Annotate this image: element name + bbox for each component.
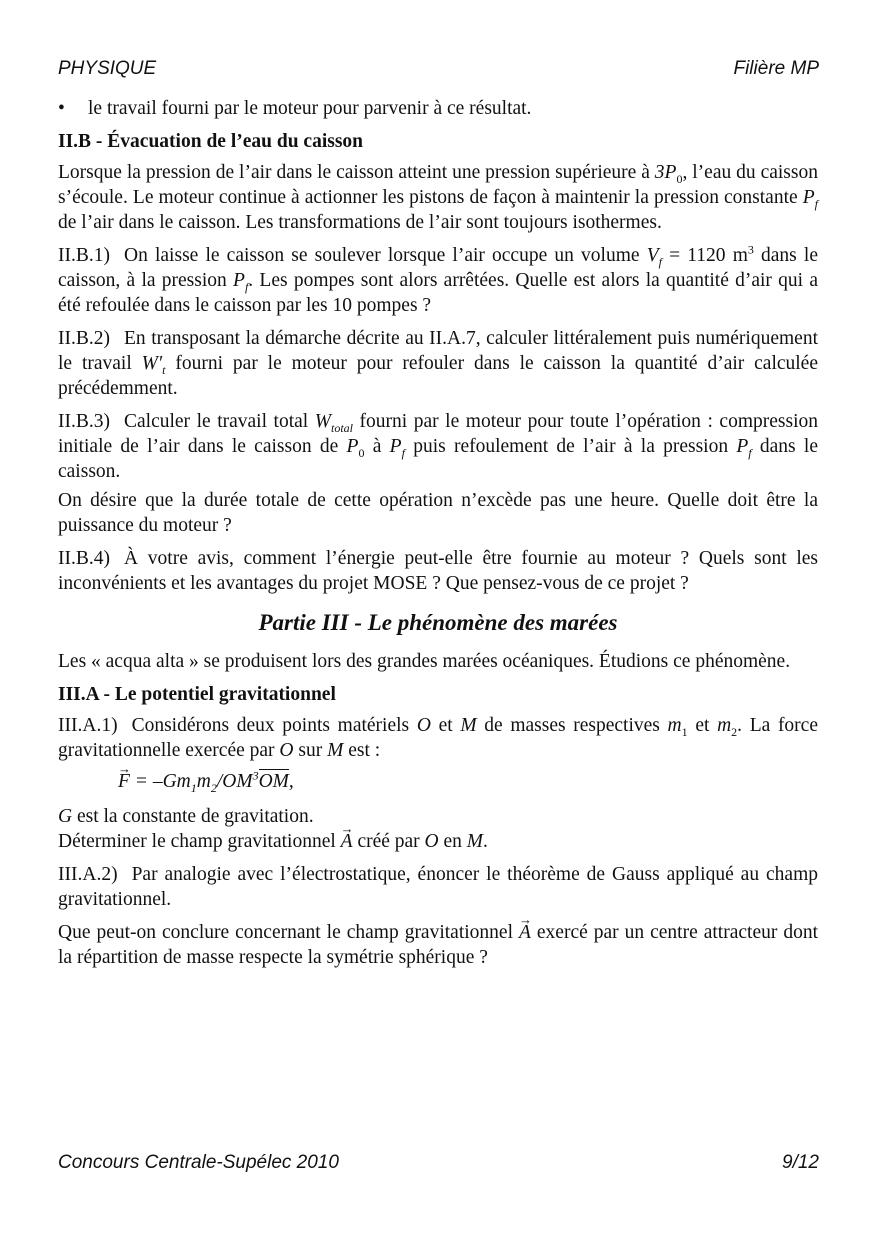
question-IIB4: II.B.4) À votre avis, comment l’énergie peut-elle être fournie au moteur ? Quels sont les inconvénients et les avantages du projet MOSE ? Que pensez-vous de ce projet ?	[58, 548, 818, 594]
part-III-intro: Les « acqua alta » se produisent lors des grandes marées océaniques. Étudions ce phénomène.	[58, 651, 791, 672]
question-IIIA1-continued: G est la constante de gravitation. Déterminer le champ gravitationnel → A créé par O en M.	[58, 804, 818, 854]
IIB-intro: Lorsque la pression de l’air dans le caisson atteint une pression supérieure à $3P_0$, l’eau du caisson s’écoule. Le moteur continue à actionner les pistons de façon à maintenir la pression constante $P_f$ de l’air dans le caisson. Les transformations de l’air sont toujours isothermes.	[58, 162, 818, 233]
part-III-title: Partie III - Le phénomène des marées	[258, 610, 618, 635]
question-IIB3-continued: On désire que la durée totale de cette opération n’excède pas une heure. Quelle doit être la puissance du moteur ?	[58, 490, 818, 536]
header-track: Filière MP	[733, 58, 819, 79]
question-IIIA2-continued: Que peut-on conclure concernant le champ gravitationnel → A exercé par un centre attracteur dont la répartition de masse respecte la symétrie sphérique ?	[58, 920, 818, 970]
bullet-item: • le travail fourni par le moteur pour parvenir à ce résultat.	[58, 98, 532, 119]
question-IIB2: II.B.2) En transposant la démarche décrite au II.A.7, calculer littéralement puis numériquement le travail $W'_t$ fourni par le moteur pour refouler dans le caisson la quantité d’air calculée précédemment.	[58, 328, 818, 399]
question-IIIA1: III.A.1) Considérons deux points matériels O et M de masses respectives $m_1$ et $m_2$. La force gravitationnelle exercée par O sur M est :	[58, 715, 818, 761]
page-body	[58, 96, 818, 978]
section-IIIA-title: III.A - Le potentiel gravitationnel	[58, 684, 336, 705]
question-IIIA2: III.A.2) Par analogie avec l’électrostatique, énoncer le théorème de Gauss appliqué au champ gravitationnel.	[58, 864, 818, 910]
question-IIB3: II.B.3) Calculer le travail total $W_{total}$ fourni par le moteur pour toute l’opération : compression initiale de l’air dans le caisson de $P_0$ à $P_f$ puis refoulement de l’air à la pression $P_f$ dans le caisson.	[58, 411, 818, 482]
section-IIB-title: II.B - Évacuation de l’eau du caisson	[58, 131, 364, 152]
header-subject: PHYSIQUE	[58, 58, 157, 79]
question-IIB1: II.B.1) On laisse le caisson se soulever lorsque l’air occupe un volume $V_f = 1120$ $m^3$ dans le caisson, à la pression $P_f$. Les pompes sont alors arrêtées. Quelle est alors la quantité d’air qui a été refoulée dans le caisson par les 10 pompes ?	[58, 242, 818, 316]
gravitational-force-equation: → $F = -Gm_1m_2/OM^3OM$,	[118, 769, 818, 794]
footer-exam: Concours Centrale-Supélec 2010	[58, 1152, 339, 1173]
footer-page-number: 9/12	[782, 1152, 819, 1173]
